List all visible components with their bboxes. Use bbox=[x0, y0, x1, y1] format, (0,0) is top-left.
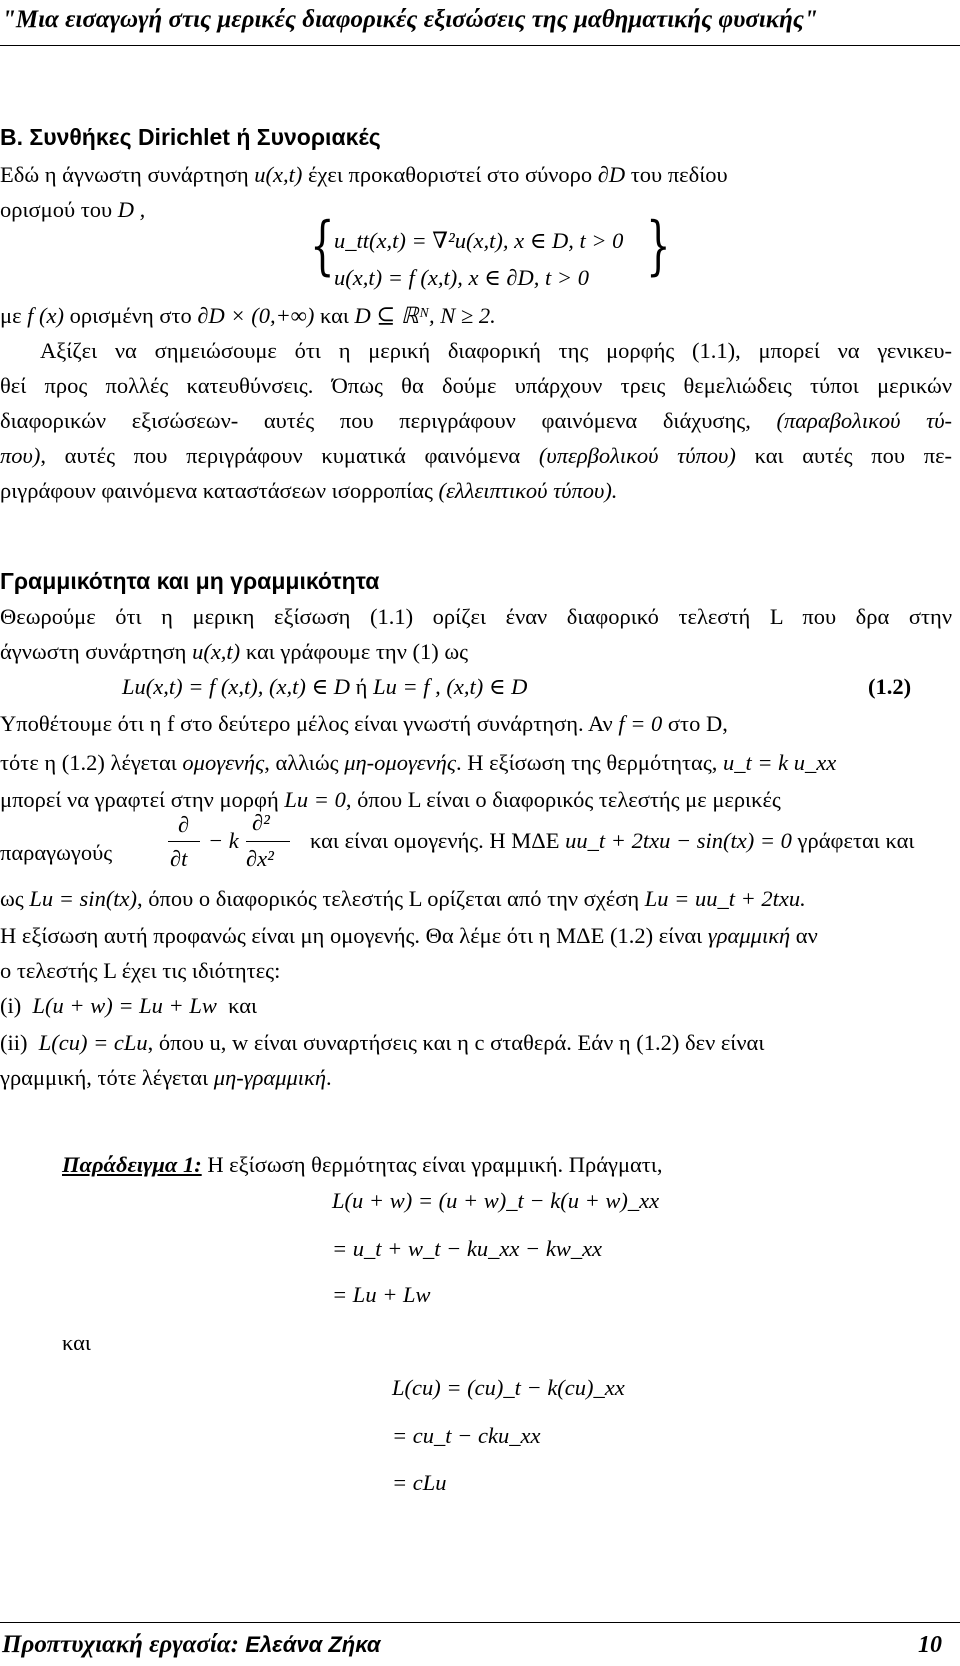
text-span: με bbox=[0, 303, 22, 328]
paragraph-line bbox=[0, 711, 728, 737]
equation-example: = u_t + w_t − ku_xx − kw_xx bbox=[332, 1236, 603, 1261]
text-span: του πεδίου bbox=[630, 162, 728, 187]
text-span: , όπου L είναι ο διαφορικός τελεστής με μερικές bbox=[345, 787, 781, 812]
equation-example: L(cu) = (cu)_t − k(cu)_xx bbox=[392, 1375, 625, 1400]
text-span: (ii) bbox=[0, 1030, 28, 1055]
italic-span: ομογενής bbox=[182, 750, 265, 775]
equation-pde: u_tt(x,t) = ∇²u(x,t), x ∈ D, t > 0 bbox=[334, 228, 624, 253]
equation-example: = Lu + Lw bbox=[332, 1282, 431, 1307]
text-span: άγνωστη συνάρτηση bbox=[0, 639, 187, 664]
text-span: ως bbox=[0, 886, 24, 911]
text-span: . Η εξίσωση της θερμότητας, bbox=[455, 750, 718, 775]
math-inline: Lu = 0 bbox=[284, 787, 346, 812]
paragraph-line: Αξίζει να σημειώσουμε ότι η μερική διαφορική της μορφής (1.1), μπορεί να γενικευ- bbox=[40, 338, 952, 363]
italic-span: (ελλειπτικού τύπου). bbox=[438, 478, 618, 503]
text-span: και bbox=[228, 993, 258, 1018]
fraction-denominator: ∂t bbox=[170, 846, 188, 871]
paragraph-line bbox=[0, 443, 952, 469]
paragraph-line: ο τελεστής L έχει τις ιδιότητες: bbox=[0, 958, 281, 983]
italic-span: (παραβολικού τύ- bbox=[776, 408, 953, 433]
paragraph-line bbox=[0, 886, 806, 912]
math-inline: uu_t + 2txu − sin(tx) = 0 bbox=[565, 828, 792, 853]
paragraph-line bbox=[0, 639, 468, 665]
text-span: , όπου ο διαφορικός τελεστής L ορίζεται από την σχέση bbox=[137, 886, 640, 911]
text-span: και bbox=[319, 303, 349, 328]
text-span: αν bbox=[795, 923, 818, 948]
math-inline: ∂D × (0,+∞) bbox=[197, 303, 315, 328]
paragraph-line bbox=[310, 828, 914, 854]
text-span: ή bbox=[355, 674, 368, 699]
equation-boundary: u(x,t) = f (x,t), x ∈ ∂D, t > 0 bbox=[334, 265, 589, 290]
text-span: , όπου u, w είναι συναρτήσεις και η c σταθερά. Εάν η (1.2) δεν είναι bbox=[147, 1030, 765, 1055]
italic-span: (υπερβολικού τύπου) bbox=[538, 443, 736, 468]
footer-label: Προπτυχιακή εργασία: bbox=[2, 1631, 240, 1658]
math-inline: L(cu) = cLu bbox=[38, 1030, 148, 1055]
equation-1-2 bbox=[122, 674, 527, 700]
paragraph-line bbox=[0, 162, 728, 188]
math-inline: u(x,t) bbox=[192, 639, 241, 664]
paragraph-line: Θεωρούμε ότι η μερικη εξίσωση (1.1) ορίζει έναν διαφορικό τελεστή L που δρα στην bbox=[0, 604, 952, 629]
equation-example: = cLu bbox=[392, 1470, 447, 1495]
running-header bbox=[0, 0, 960, 46]
text-span: τότε η (1.2) λέγεται bbox=[0, 750, 177, 775]
text-span: μπορεί να γραφτεί στην μορφή bbox=[0, 787, 279, 812]
example-line bbox=[62, 1152, 663, 1178]
text-span: , αυτές που περιγράφουν κυματικά φαινόμενα bbox=[40, 443, 521, 468]
fraction-bar bbox=[168, 841, 200, 842]
text-span: και αυτές που πε- bbox=[754, 443, 953, 468]
italic-span: γραμμική bbox=[707, 923, 791, 948]
paragraph-line: θεί προς πολλές κατευθύνσεις. Όπως θα δούμε υπάρχουν τρεις θεμελιώδεις τύποι μερικών bbox=[0, 373, 952, 398]
text-span: ριγράφουν φαινόμενα καταστάσεων ισορροπίας bbox=[0, 478, 433, 503]
footer-left bbox=[2, 1625, 380, 1665]
text-span: (i) bbox=[0, 993, 22, 1018]
text-and: και bbox=[62, 1330, 91, 1355]
math-inline: ∂D bbox=[597, 162, 626, 187]
math-inline: D , bbox=[117, 197, 146, 222]
paragraph-line bbox=[0, 787, 781, 813]
text-span: Η εξίσωση θερμότητας είναι γραμμική. Πράγματι, bbox=[207, 1152, 663, 1177]
equation-example: L(u + w) = (u + w)_t − k(u + w)_xx bbox=[332, 1188, 660, 1213]
left-brace: { bbox=[310, 209, 335, 283]
text-span: και γράφουμε την (1) ως bbox=[245, 639, 469, 664]
paragraph-line bbox=[0, 478, 617, 504]
footer-author: Ελεάνα Ζήκα bbox=[245, 1632, 381, 1657]
italic-span: μη-ομογενής bbox=[344, 750, 456, 775]
fraction-numerator: ∂² bbox=[252, 810, 270, 835]
math-inline: f (x) bbox=[27, 303, 64, 328]
text-span: στο D, bbox=[667, 711, 728, 736]
page-number: 10 bbox=[918, 1632, 942, 1658]
right-brace: } bbox=[646, 209, 671, 283]
property-ii bbox=[0, 1030, 764, 1056]
text-span: ορισμού του bbox=[0, 197, 113, 222]
math-inline: u_t = k u_xx bbox=[723, 750, 837, 775]
text-span: . bbox=[326, 1065, 332, 1090]
paragraph-line bbox=[0, 1065, 332, 1091]
text-span: γραμμική, τότε λέγεται bbox=[0, 1065, 209, 1090]
fraction-denominator: ∂x² bbox=[246, 846, 274, 871]
math-inline: Lu(x,t) = f (x,t), (x,t) ∈ D bbox=[122, 674, 351, 699]
fraction-numerator: ∂ bbox=[178, 812, 190, 837]
math-inline: Lu = uu_t + 2txu. bbox=[644, 886, 806, 911]
math-inline: u(x,t) bbox=[254, 162, 303, 187]
equation-number: (1.2) bbox=[868, 674, 912, 699]
equation-example: = cu_t − cku_xx bbox=[392, 1423, 541, 1448]
math-inline: L(u + w) = Lu + Lw bbox=[32, 993, 217, 1018]
italic-span: που) bbox=[0, 443, 41, 468]
paragraph-line bbox=[0, 923, 818, 949]
math-inline: f = 0 bbox=[618, 711, 663, 736]
header-title: "Μια εισαγωγή στις μερικές διαφορικές εξισώσεις της μαθηματικής φυσικής" bbox=[2, 6, 818, 33]
running-footer bbox=[0, 1622, 960, 1666]
math-inline: Lu = f , (x,t) ∈ D bbox=[373, 674, 528, 699]
text-span: παραγωγούς bbox=[0, 840, 113, 865]
math-inline: Lu = sin(tx) bbox=[29, 886, 138, 911]
text-span: γράφεται και bbox=[797, 828, 915, 853]
paragraph-line bbox=[0, 197, 145, 223]
text-span: ορισμένη στο bbox=[69, 303, 192, 328]
text-span: Υποθέτουμε ότι η f στο δεύτερο μέλος είναι γνωστή συνάρτηση. Αν bbox=[0, 711, 613, 736]
paragraph-line bbox=[0, 750, 836, 776]
section-heading-dirichlet: Β. Συνθήκες Dirichlet ή Συνοριακές bbox=[0, 124, 381, 150]
math-inline: − k bbox=[208, 828, 239, 853]
text-span: και είναι ομογενής. Η ΜΔΕ bbox=[310, 828, 560, 853]
paragraph-line bbox=[0, 303, 496, 329]
fraction-bar bbox=[246, 841, 290, 842]
text-span: διαφορικών εξισώσεων- αυτές που περιγράφουν φαινόμενα διάχυσης, bbox=[0, 408, 751, 433]
section-heading-linearity: Γραμμικότητα και μη γραμμικότητα bbox=[0, 568, 380, 594]
italic-span: μη-γραμμική bbox=[213, 1065, 327, 1090]
text-span: , αλλιώς bbox=[264, 750, 339, 775]
math-inline: D ⊆ ℝᴺ, N ≥ 2. bbox=[354, 303, 496, 328]
paragraph-line bbox=[0, 408, 952, 434]
property-i bbox=[0, 993, 257, 1019]
text-span: Εδώ η άγνωστη συνάρτηση bbox=[0, 162, 249, 187]
example-label: Παράδειγμα 1: bbox=[62, 1152, 202, 1177]
text-span: Η εξίσωση αυτή προφανώς είναι μη ομογενής. Θα λέμε ότι η ΜΔΕ (1.2) είναι bbox=[0, 923, 703, 948]
text-span: έχει προκαθοριστεί στο σύνορο bbox=[307, 162, 593, 187]
